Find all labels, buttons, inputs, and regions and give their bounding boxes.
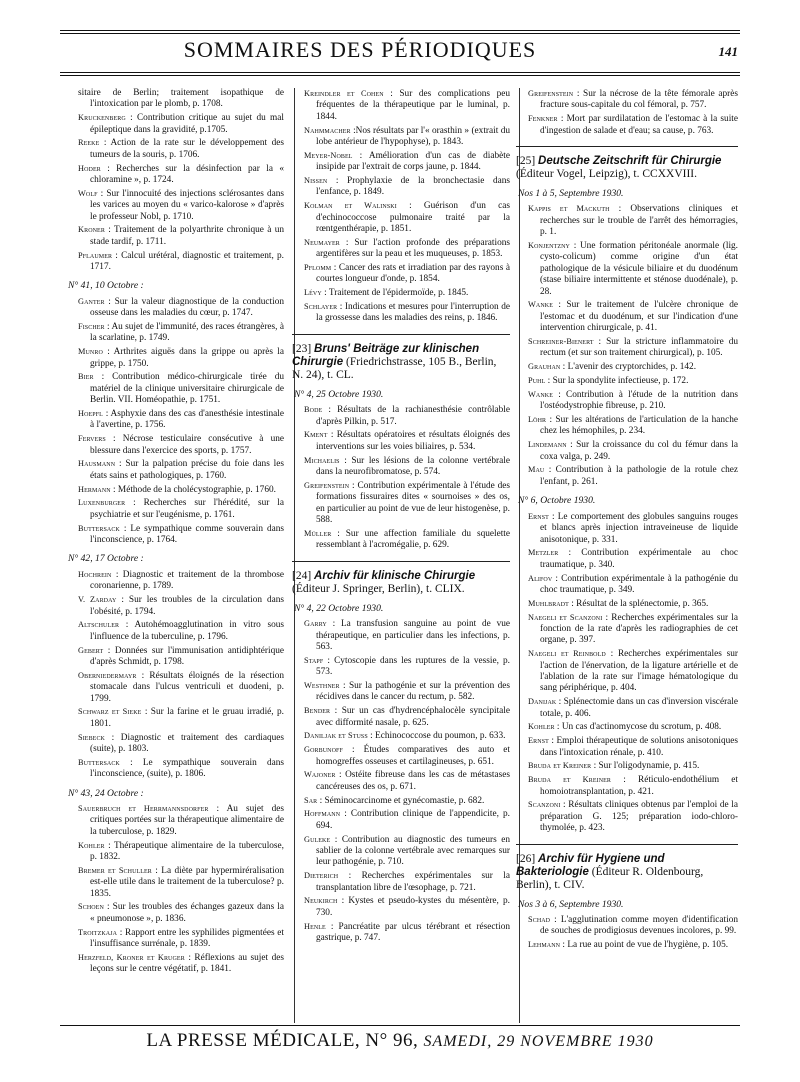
- entry-author: Munro: [78, 347, 103, 357]
- abstract-entry: [304, 705, 510, 729]
- entry-author: Ernst: [528, 511, 549, 521]
- entry-text: : Au sujet des critiques portées sur la thérapeutique alimentaire de la tuberculose, p. 1829.: [90, 803, 284, 837]
- abstract-entry: [304, 287, 510, 299]
- entry-author: Grauhan: [528, 362, 561, 372]
- entry-text: : Guérison d'un cas d'echinococcose pulmonaire traité par la rœntgenthérapie, p. 1851.: [316, 201, 510, 235]
- entry-author: Fischer: [78, 322, 105, 332]
- abstract-entry: [78, 458, 284, 482]
- entry-author: Alifov: [528, 573, 553, 583]
- entry-text: : Cancer des rats et irradiation par des rayons à courtes longueur d'onde, p. 1854.: [316, 263, 510, 285]
- abstract-entry: [304, 480, 510, 527]
- abstract-entry: [78, 927, 284, 951]
- column-divider: [294, 88, 295, 1023]
- abstract-entry: [78, 569, 284, 593]
- section-number: [24]: [292, 569, 312, 582]
- entry-author: Hoffmann: [304, 809, 341, 819]
- entry-author: Siebeck: [78, 732, 105, 742]
- entry-author: Lehmann: [528, 940, 561, 950]
- page-number: 141: [718, 44, 738, 59]
- entry-text: : Contribution expérimentale à la pathogénie du choc traumatique, p. 349.: [540, 573, 738, 595]
- entry-text: : L'avenir des cryptorchides, p. 142.: [560, 362, 697, 373]
- entry-author: Ernst: [528, 736, 549, 746]
- abstract-entry: [528, 511, 738, 546]
- entry-author: Altschuler: [78, 620, 120, 630]
- abstract-entry: [78, 523, 284, 547]
- abstract-entry: [78, 224, 284, 248]
- abstract-entry: [304, 921, 510, 945]
- entry-text: : La rue au point de vue de l'hygiène, p. 105.: [560, 940, 729, 951]
- section-number: [23]: [292, 342, 312, 355]
- entry-author: Müller: [304, 528, 332, 538]
- entry-text: : Le sympathique comme souverain dans l'inconscience, p. 1764.: [90, 523, 284, 546]
- entry-author: Pflaumer: [78, 250, 113, 260]
- abstract-entry: [528, 389, 738, 413]
- entry-author: Meyer-Nobel: [304, 150, 353, 160]
- abstract-entry: [304, 870, 510, 894]
- entry-author: Garry: [304, 619, 327, 629]
- abstract-entry: [304, 834, 510, 869]
- journal-publisher: (Éditeur Vogel, Leipzig), t. CCXXVIII.: [516, 168, 697, 181]
- entry-author: Scanzoni: [528, 800, 561, 810]
- entry-text: : Amélioration d'un cas de diabète insipide par l'extrait de corps jaune, p. 1844.: [316, 150, 510, 173]
- entry-author: Bier: [78, 372, 94, 382]
- abstract-entry: [78, 670, 284, 705]
- entry-author: Kolman et Walinski: [304, 201, 397, 211]
- entry-author: Hermann: [78, 484, 111, 494]
- entry-text: : Séminocarcinome et gynécomastie, p. 682.: [317, 795, 485, 806]
- entry-author: Ganter: [78, 296, 105, 306]
- journal-section-heading: [292, 343, 510, 382]
- section-number: [26]: [516, 852, 536, 865]
- abstract-entry: [304, 895, 510, 919]
- entry-author: Wanke: [528, 300, 553, 310]
- entry-author: Gebert: [78, 645, 104, 655]
- entry-text: : Contribution critique au sujet du mal épileptique dans la gravidité, p.1705.: [90, 113, 284, 135]
- entry-text: : Résultats opératoires et résultats éloignés des interventions sur les voies biliaires, p. 534.: [316, 430, 510, 452]
- entry-text: : Recherches sur l'hérédité, sur la psychiatrie et sur l'eugénisme, p. 1761.: [90, 498, 284, 520]
- entry-author: Bremer et Schuller: [78, 865, 152, 875]
- entry-author: V. Zarday: [78, 595, 117, 605]
- issue-heading: N° 41, 10 Octobre :: [68, 280, 144, 292]
- top-rule-inner: [60, 33, 740, 34]
- abstract-entry: [78, 840, 284, 864]
- abstract-entry: [78, 188, 284, 223]
- journal-section-heading: [516, 853, 738, 892]
- entry-text: : Sur la farine et le gruau irradié, p. 1801.: [90, 707, 284, 729]
- entry-author: Löhr: [528, 415, 547, 425]
- abstract-entry: [528, 648, 738, 695]
- entry-text: : Ostéite fibreuse dans les cas de métastases cancéreuses des os, p. 671.: [316, 770, 510, 792]
- entry-author: Puhl: [528, 376, 546, 386]
- entry-text: : Sur la croissance du col du fémur dans la coxa valga, p. 249.: [540, 440, 738, 462]
- entry-author: Oberniedermayr: [78, 670, 137, 680]
- abstract-entry: [528, 760, 738, 772]
- abstract-entry: [78, 433, 284, 457]
- entry-text: : Calcul urétéral, diagnostic et traitement, p. 1717.: [90, 250, 284, 273]
- entry-text: : Emploi thérapeutique de solutions anisotoniques dans l'intoxication rénale, p. 410.: [540, 736, 738, 758]
- entry-text: : Résultats éloignés de la résection stomacale dans l'ulcus ventriculi et duodeni, p. 1799.: [90, 670, 284, 704]
- abstract-entry: [528, 735, 738, 759]
- abstract-entry: [78, 594, 284, 618]
- entry-text: : Contribution au diagnostic des tumeurs en sablier de la colonne vertébrale avec remarques sur leur pathogénie, p. 710.: [316, 834, 510, 868]
- abstract-entry: [304, 150, 510, 174]
- entry-text: : Données sur l'immunisation antidiphtérique d'après Schmidt, p. 1798.: [90, 645, 284, 667]
- abstract-entry: [304, 655, 510, 679]
- entry-text: : Recherches expérimentales sur la fonction de la rate d'après les radiographies de cet organe, p. 397.: [540, 612, 738, 646]
- abstract-entry: [304, 618, 510, 653]
- entry-author: Bender: [304, 706, 331, 716]
- entry-text: : Rapport entre les syphilides pigmentées et l'insuffisance surrénale, p. 1839.: [90, 927, 284, 949]
- entry-author: Schwarz et Sieke: [78, 707, 142, 717]
- abstract-entry: [78, 163, 284, 187]
- abstract-entry: [304, 795, 510, 807]
- entry-text: : Résultats cliniques obtenus par l'emploi de la préparation G. 125; préparation iodo-chloro-thymolée, p. 423.: [540, 800, 738, 834]
- entry-text: : Résultats de la rachianesthésie contrôlable d'après Pilkin, p. 517.: [316, 405, 510, 427]
- entry-text: : Echinococcose du poumon, p. 633.: [367, 731, 506, 742]
- entry-author: Wanke: [528, 389, 553, 399]
- abstract-entry: [528, 612, 738, 647]
- entry-text: : Sur l'innocuité des injections sclérosantes dans les varices au moyen du « varico-kalorose » d'après le professeur Nobl, p. 1710.: [90, 188, 284, 222]
- entry-author: Nissen: [304, 176, 328, 186]
- entry-author: Fervers: [78, 434, 106, 444]
- entry-author: Bode: [304, 405, 323, 415]
- abstract-entry: [304, 262, 510, 286]
- entry-author: Bruda et Kreiner: [528, 775, 612, 785]
- entry-text: : Sur la nécrose de la tête fémorale après fracture sous-capitale du col fémoral, p. 757.: [540, 89, 738, 111]
- entry-text: : Contribution clinique de l'appendicite, p. 694.: [316, 809, 510, 831]
- entry-author: Wajoner: [304, 770, 336, 780]
- entry-author: Kappis et Mackuth: [528, 204, 610, 214]
- abstract-entry: [304, 175, 510, 199]
- entry-text: : Nécrose testiculaire consécutive à une blessure dans l'exercice des sports, p. 1757.: [90, 434, 284, 456]
- header-rule: [60, 72, 740, 73]
- entry-author: Pflomm: [304, 263, 332, 273]
- abstract-entry: [78, 250, 284, 274]
- entry-text: : Sur les altérations de l'articulation de la hanche chez les hémophiles, p. 234.: [540, 415, 738, 437]
- entry-author: Reeke: [78, 138, 100, 148]
- entry-author: Kohler: [528, 722, 555, 732]
- abstract-entry: [528, 939, 738, 951]
- abstract-entry: [528, 361, 738, 373]
- entry-text: : Recherches sur la désinfection par la « chloramine », p. 1724.: [90, 163, 284, 186]
- abstract-entry: [528, 240, 738, 298]
- entry-author: Neukirch: [304, 896, 338, 906]
- abstract-entry: [78, 321, 284, 345]
- abstract-entry: [78, 137, 284, 161]
- entry-text: : Sur l'action profonde des préparations argentifères sur la peau et les muqueuses, p. 1853.: [316, 237, 510, 260]
- entry-author: Michaelis: [304, 455, 340, 465]
- entry-text: : Sur la valeur diagnostique de la conduction osseuse dans les maladies du cœur, p. 1747.: [90, 296, 284, 319]
- section-rule: [516, 146, 738, 147]
- abstract-entry: [304, 88, 510, 123]
- abstract-entry: [78, 408, 284, 432]
- abstract-entry: [78, 619, 284, 643]
- entry-author: Fenkner: [528, 114, 558, 124]
- entry-text: : Sur les troubles de la circulation dans l'obésité, p. 1794.: [90, 595, 284, 617]
- entry-author: Sauerbruch et Herrmannsdorfer: [78, 803, 209, 813]
- issue-heading: N° 4, 22 Octobre 1930.: [294, 602, 384, 614]
- entry-author: Troitzkaja: [78, 927, 118, 937]
- entry-text: : La diète par hypermiréralisation est-elle utile dans le traitement de la tuberculose? p. 1835.: [90, 865, 284, 899]
- abstract-entry: [78, 757, 284, 781]
- page-title: SOMMAIRES DES PÉRIODIQUES: [183, 37, 537, 62]
- journal-publisher: (Friedrichstrasse, 105 B., Berlin, N. 24), t. CL.: [292, 355, 497, 381]
- entry-text: : Asphyxie dans des cas d'anesthésie intestinale à l'avertine, p. 1756.: [90, 409, 284, 431]
- entry-text: : Résultat de la splénectomie, p. 365.: [568, 598, 709, 609]
- abstract-entry: [304, 301, 510, 325]
- abstract-entry: [528, 299, 738, 334]
- entry-author: Konjentzny: [528, 241, 570, 251]
- entry-text: : Diagnostic et traitement des cardiaques (suite), p. 1803.: [90, 732, 284, 754]
- abstract-entry: [528, 573, 738, 597]
- entry-text: :Nos résultats par l'« orasthin » (extrait du lobe antérieur de l'hypophyse), p. 1843.: [316, 125, 510, 148]
- journal-publisher: (Éditeur R. Oldenbourg, Berlin), t. CIV.: [516, 865, 704, 891]
- entry-author: Stapf: [304, 655, 324, 665]
- footer-journal: LA PRESSE MÉDICALE, N° 96,: [146, 1030, 419, 1051]
- entry-text: : Recherches expérimentales sur la transplantation libre de l'œsophage, p. 721.: [316, 871, 510, 893]
- top-rule: [60, 30, 740, 31]
- entry-author: Hoepfl: [78, 409, 103, 419]
- entry-text: : Traitement de la polyarthrite chronique à un stade tardif, p. 1711.: [90, 225, 284, 247]
- journal-publisher: (Éditeur J. Springer, Berlin), t. CLIX.: [292, 582, 465, 595]
- entry-author: Lindemann: [528, 440, 567, 450]
- entry-text: : Arthrites aiguës dans la grippe ou après la grippe, p. 1750.: [90, 347, 284, 369]
- entry-author: Muhlbradt: [528, 598, 569, 608]
- section-number: [25]: [516, 155, 536, 168]
- entry-author: Naegeli et Scanzoni: [528, 612, 603, 622]
- entry-text: : Contribution médico-chirurgicale tirée du matériel de la clinique universitaire chirurgicale de Berlin. VII. Homéopathie, p. 1751.: [90, 372, 284, 406]
- abstract-entry: [528, 336, 738, 360]
- entry-text: : Kystes et pseudo-kystes du mésentère, p. 730.: [316, 896, 510, 918]
- entry-author: Hausmann: [78, 459, 116, 469]
- entry-author: Buttersack: [78, 757, 120, 767]
- journal-section-heading: [292, 570, 510, 596]
- abstract-entry: [528, 203, 738, 238]
- issue-heading: Nos 3 à 6, Septembre 1930.: [518, 898, 624, 910]
- abstract-entry: [304, 730, 510, 742]
- issue-heading: Nos 1 à 5, Septembre 1930.: [518, 188, 624, 200]
- entry-author: Bruda et Kreiner: [528, 761, 592, 771]
- abstract-entry: [78, 112, 284, 136]
- entry-author: Dieterich: [304, 871, 339, 881]
- header-rule-inner: [60, 75, 740, 76]
- entry-author: Gorbunoff: [304, 745, 343, 755]
- entry-author: Hoder: [78, 163, 101, 173]
- entry-author: Neumayer: [304, 237, 340, 247]
- entry-author: Schad: [528, 914, 551, 924]
- section-rule: [292, 334, 510, 335]
- entry-author: Herzfeld, Kroner et Kruger: [78, 952, 185, 962]
- entry-author: Kruckenberg: [78, 113, 126, 123]
- entry-author: Lévy: [304, 288, 322, 298]
- entry-text: : Pancréatite par ulcus térébrant et résection gastrique, p. 747.: [316, 921, 510, 943]
- column-2: [292, 88, 510, 1023]
- entry-text: : Contribution expérimentale au choc traumatique, p. 340.: [540, 548, 738, 570]
- entry-text: : Sur le traitement de l'ulcère chronique de l'estomac et du duodénum, et sur l'indication d'une intervention chirurgicale, p. 41.: [540, 300, 738, 334]
- section-rule: [292, 561, 510, 562]
- abstract-entry: [78, 706, 284, 730]
- abstract-entry: [304, 125, 510, 149]
- abstract-entry: [78, 371, 284, 406]
- entry-author: Kroner: [78, 225, 105, 235]
- entry-author: Wolf: [78, 188, 98, 198]
- abstract-entry: [528, 721, 738, 733]
- footer: [60, 1030, 740, 1052]
- abstract-entry: [528, 414, 738, 438]
- abstract-entry: [528, 113, 738, 137]
- abstract-entry: [528, 464, 738, 488]
- issue-heading: N° 42, 17 Octobre :: [68, 553, 144, 565]
- entry-author: Danijak: [528, 697, 557, 707]
- entry-text: : Au sujet de l'immunité, des races étrangères, à la scarlatine, p. 1749.: [90, 322, 284, 344]
- entry-text: : Mort par surdilatation de l'estomac à la suite d'ingestion de salade et d'eau; sa cause, p. 763.: [540, 114, 738, 136]
- abstract-entry: [304, 455, 510, 479]
- abstract-entry: [528, 696, 738, 720]
- entry-text: : Sur les troubles des échanges gazeux dans la « pneumonose », p. 1836.: [90, 902, 284, 924]
- entry-text: : Sur une affection familiale du squelette ressemblant à l'acromégalie, p. 629.: [316, 528, 510, 551]
- entry-text: : Contribution à la pathologie de la rotule chez l'enfant, p. 261.: [540, 465, 738, 487]
- entry-text: : Contribution à l'étude de la nutrition dans l'ostéodystrophie fibreuse, p. 210.: [540, 389, 738, 412]
- column-1: [68, 88, 284, 1023]
- abstract-entry: [78, 865, 284, 900]
- entry-text: : Sur les lésions de la colonne vertébrale dans la neurofibromatose, p. 574.: [316, 455, 510, 478]
- abstract-entry: [78, 497, 284, 521]
- entry-author: Kohler: [78, 840, 105, 850]
- column-3: [516, 88, 739, 1023]
- entry-text: : Une formation péritonéale anormale (lig. cysto-colicum) comme origine d'un état pathologique de la vésicule biliaire et du duodénum (stase biliaire intermittente et sténose duodénale), p. 28.: [540, 241, 738, 297]
- entry-text: : Thérapeutique alimentaire de la tuberculose, p. 1832.: [90, 840, 284, 862]
- footer-rule: [60, 1025, 740, 1026]
- entry-author: Mau: [528, 465, 545, 475]
- abstract-entry: [304, 200, 510, 235]
- entry-author: Kreindler et Cohen: [304, 89, 384, 98]
- entry-text: : Observations cliniques et recherches sur le trouble de l'arrêt des hémorragies, p. 1.: [540, 204, 739, 238]
- abstract-entry: [78, 952, 284, 976]
- entry-author: Schreiner-Bienert: [528, 337, 594, 347]
- abstract-entry: [304, 744, 510, 768]
- entry-text: : Traitement de l'épidermoïde, p. 1845.: [321, 288, 469, 299]
- entry-author: Greifenstein: [528, 89, 574, 98]
- entry-text: : L'agglutination comme moyen d'identification de souches de prodigiosus devenues incolores, p. 99.: [540, 914, 738, 937]
- entry-text: : Splénectomie dans un cas d'inversion viscérale totale, p. 406.: [540, 697, 738, 719]
- entry-author: Luxenburger: [78, 498, 126, 508]
- journal-title: Bruns' Beiträge zur klinischen Chirurgie: [292, 342, 480, 368]
- abstract-entry: [528, 88, 738, 112]
- abstract-entry: [528, 547, 738, 571]
- section-rule: [516, 844, 738, 845]
- entry-text: : Indications et mesures pour l'interruption de la grossesse dans les maladies des reins, p. 1846.: [316, 302, 510, 324]
- abstract-entry: [528, 439, 738, 463]
- abstract-entry: [304, 528, 510, 552]
- abstract-entry: [528, 375, 738, 387]
- entry-author: Schlayer: [304, 302, 338, 312]
- abstract-entry: [528, 598, 738, 610]
- abstract-entry: [528, 774, 738, 798]
- issue-heading: N° 6, Octobre 1930.: [518, 495, 596, 507]
- entry-author: Henle: [304, 921, 326, 931]
- entry-text: : Sur un cas d'hydrencéphalocèle syncipitale avec difformité nasale, p. 625.: [316, 706, 510, 728]
- entry-text: : Recherches expérimentales sur l'action de l'énervation, de la ligature artérielle et de l'ablation de la rate sur l'image hématologique du sang périphérique, p. 404.: [540, 649, 738, 694]
- abstract-entry: [304, 404, 510, 428]
- abstract-entry: [304, 237, 510, 261]
- issue-heading: N° 43, 24 Octobre :: [68, 787, 144, 799]
- abstract-entry: [78, 484, 284, 496]
- abstract-entry: [78, 296, 284, 320]
- entry-author: Nahmmacher: [304, 125, 351, 135]
- abstract-entry: [78, 901, 284, 925]
- entry-text: : Sur l'oligodynamie, p. 415.: [591, 761, 700, 772]
- entry-text: : Prophylaxie de la bronchectasie dans l'enfance, p. 1849.: [316, 176, 510, 198]
- entry-author: Buttersack: [78, 523, 120, 533]
- entry-author: Westhner: [304, 680, 340, 690]
- entry-text: sitaire de Berlin; traitement isopathique de l'intoxication par le plomb, p. 1708.: [78, 88, 284, 110]
- entry-text: : Sur la spondylite infectieuse, p. 172.: [545, 376, 689, 387]
- entry-author: Naegeli et Reinbold: [528, 649, 606, 659]
- abstract-entry: [304, 808, 510, 832]
- entry-text: : Sur la pathogénie et sur la prévention des récidives dans le cancer du rectum, p. 582.: [316, 680, 510, 703]
- abstract-entry: [78, 803, 284, 838]
- entry-author: Schoen: [78, 902, 104, 912]
- issue-heading: N° 4, 25 Octobre 1930.: [294, 388, 384, 400]
- entry-author: Kment: [304, 430, 328, 440]
- abstract-entry: [78, 346, 284, 370]
- entry-text: : Sur des complications peu fréquentes de la thérapeutique par le luminal, p. 1844.: [316, 89, 510, 122]
- entry-author: Hochrein: [78, 569, 112, 579]
- journal-title: Archiv für klinische Chirurgie: [314, 569, 476, 582]
- journal-title: Deutsche Zeitschrift für Chirurgie: [538, 155, 722, 168]
- entry-text: : Méthode de la cholécystographie, p. 1760.: [110, 484, 276, 495]
- entry-author: Greifenstein: [304, 480, 350, 490]
- entry-text: : Action de la rate sur le développement des tumeurs de la souris, p. 1706.: [90, 138, 284, 160]
- abstract-entry: [78, 732, 284, 756]
- abstract-entry: [304, 429, 510, 453]
- footer-date: SAMEDI, 29 NOVEMBRE 1930: [423, 1033, 654, 1050]
- entry-text: : Sur la palpation précise du foie dans les états sains et pathologiques, p. 1760.: [90, 459, 284, 481]
- abstract-entry: [528, 914, 738, 938]
- abstract-entry: [78, 88, 284, 111]
- entry-text: : Le comportement des globules sanguins rouges et blancs après injection intraveineuse de liquide anisotonique, p. 331.: [540, 511, 738, 545]
- entry-text: : Diagnostic et traitement de la thrombose coronarienne, p. 1789.: [90, 569, 284, 592]
- entry-text: : La transfusion sanguine au point de vue thérapeutique, en particulier dans les infections, p. 563.: [316, 619, 510, 652]
- entry-text: : Cytoscopie dans les ruptures de la vessie, p. 573.: [316, 655, 510, 678]
- entry-author: Daniljak et Stuss: [304, 731, 368, 741]
- entry-text: : Autohémoagglutination in vitro sous l'influence de la tuberculine, p. 1796.: [90, 620, 284, 642]
- entry-text: : Sur la stricture inflammatoire du rectum (et sur son traitement chirurgical), p. 105.: [540, 337, 738, 359]
- entry-text: : Réticulo-endothélium et homoiotransplantation, p. 421.: [540, 775, 738, 797]
- entry-author: Guleke: [304, 834, 331, 844]
- entry-text: : Études comparatives des auto et homogreffes osseuses et cartilagineuses, p. 651.: [316, 745, 510, 767]
- entry-text: : Réflexions au sujet des leçons sur le centre végétatif, p. 1841.: [90, 952, 284, 975]
- entry-text: : Un cas d'actinomycose du scrotum, p. 408.: [554, 722, 722, 733]
- entry-text: : Le sympathique souverain dans l'inconscience, (suite), p. 1806.: [90, 757, 284, 780]
- abstract-entry: [528, 799, 738, 834]
- abstract-entry: [78, 645, 284, 669]
- journal-title: Archiv für Hygiene und Bakteriologie: [516, 852, 665, 878]
- abstract-entry: [304, 769, 510, 793]
- entry-author: Metzler: [528, 548, 559, 558]
- journal-section-heading: [516, 155, 738, 181]
- entry-author: Sar: [304, 795, 318, 805]
- abstract-entry: [304, 680, 510, 704]
- entry-text: : Contribution expérimentale à l'étude des formations fissuraires dites « sournoises » des os, en particulier au point de vue de leur histogenèse, p. 588.: [316, 480, 510, 526]
